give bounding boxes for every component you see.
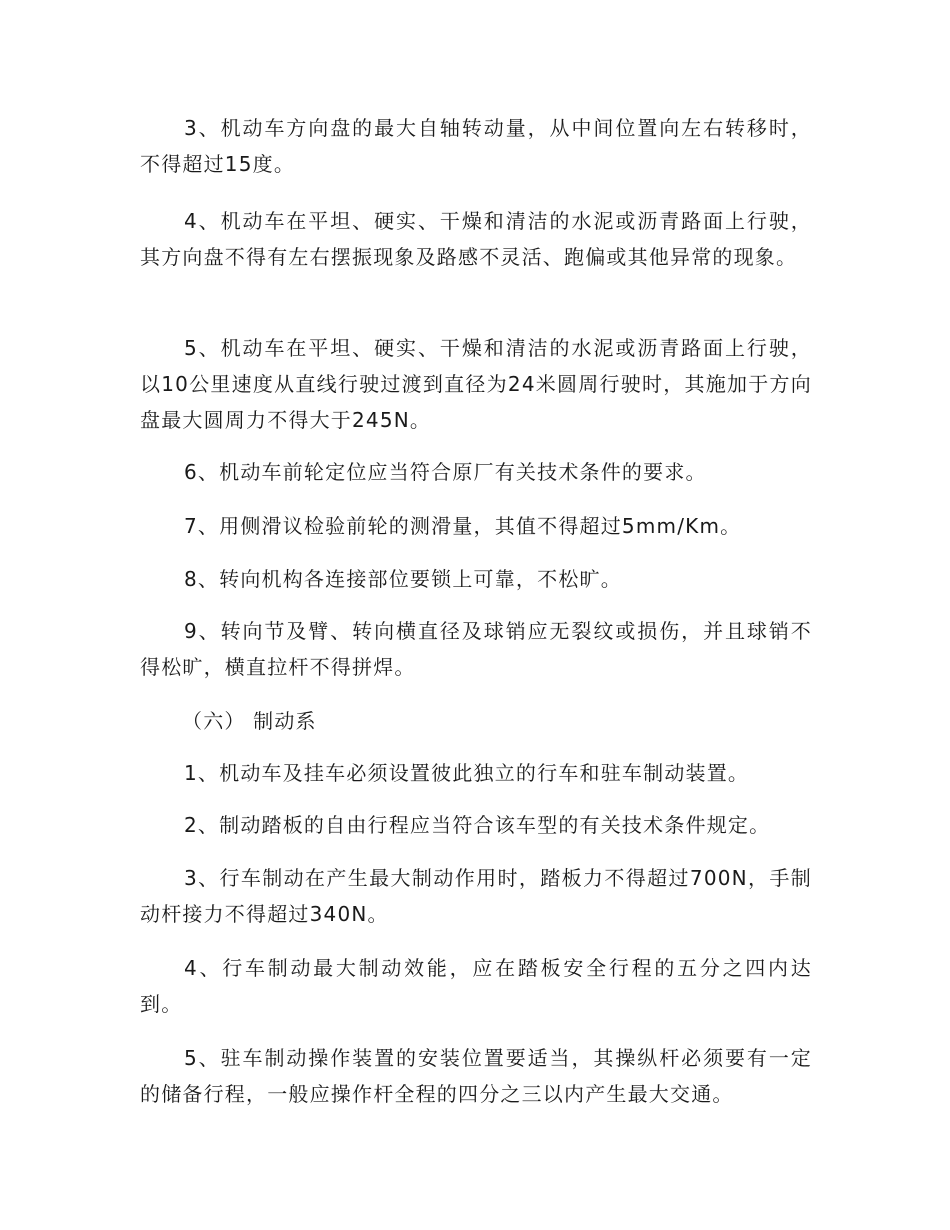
steering-item-7: 7、用侧滑议检验前轮的测滑量，其值不得超过5mm/Km。 xyxy=(184,514,742,538)
section-heading-braking: （六） 制动系 xyxy=(182,709,317,733)
steering-item-8: 8、转向机构各连接部位要锁上可靠，不松旷。 xyxy=(184,567,622,591)
braking-item-1: 1、机动车及挂车必须设置彼此独立的行车和驻车制动装置。 xyxy=(184,761,750,785)
braking-item-5: 5、驻车制动操作装置的安装位置要适当，其操纵杆必须要有一定的储备行程，一般应操作杆全程的四分之三以内产生最大交通。 xyxy=(140,1046,812,1106)
steering-item-3: 3、机动车方向盘的最大自轴转动量，从中间位置向左右转移时，不得超过15度。 xyxy=(140,116,812,176)
braking-item-3: 3、行车制动在产生最大制动作用时，踏板力不得超过700N，手制动杆接力不得超过340N。 xyxy=(140,866,812,926)
braking-item-2: 2、制动踏板的自由行程应当符合该车型的有关技术条件规定。 xyxy=(184,813,771,837)
steering-item-6: 6、机动车前轮定位应当符合原厂有关技术条件的要求。 xyxy=(184,460,707,484)
steering-item-9: 9、转向节及臂、转向横直径及球销应无裂纹或损伤，并且球销不得松旷，横直拉杆不得拼焊。 xyxy=(140,619,812,679)
steering-item-5: 5、机动车在平坦、硬实、干燥和清洁的水泥或沥青路面上行驶，以10公里速度从直线行驶过渡到直径为24米圆周行驶时，其施加于方向盘最大圆周力不得大于245N。 xyxy=(140,336,812,432)
braking-item-4: 4、行车制动最大制动效能，应在踏板安全行程的五分之四内达到。 xyxy=(140,956,812,1016)
steering-item-4: 4、机动车在平坦、硬实、干燥和清洁的水泥或沥青路面上行驶，其方向盘不得有左右摆振现象及路感不灵活、跑偏或其他异常的现象。 xyxy=(140,209,812,269)
